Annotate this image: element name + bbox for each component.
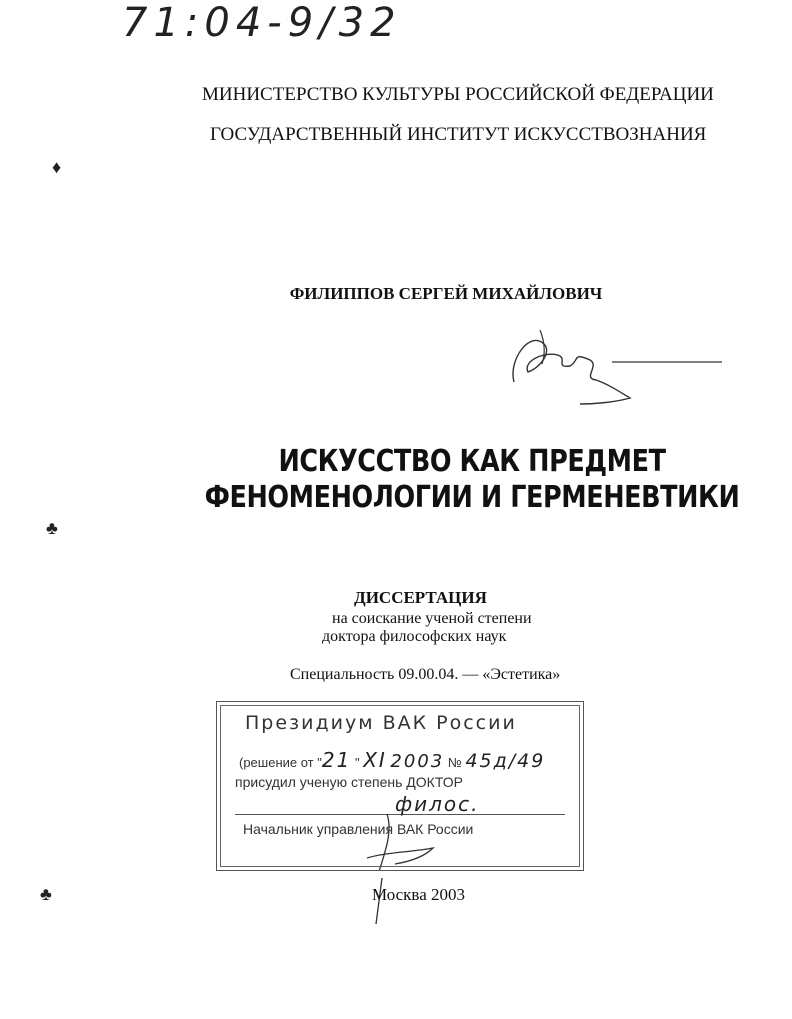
ministry-name: МИНИСТЕРСТВО КУЛЬТУРЫ РОССИЙСКОЙ ФЕДЕРАЦИИ (202, 84, 714, 105)
stamp-award-text: присудил ученую степень ДОКТОР (235, 774, 463, 790)
margin-mark-middle: ♣ (46, 518, 58, 538)
city-year: Москва 2003 (372, 885, 466, 904)
specialty: Специальность 09.00.04. — «Эстетика» (290, 666, 561, 683)
decision-prefix: (решение от " (239, 755, 322, 770)
stamp-head-of-department: Начальник управления ВАК России (243, 821, 474, 837)
decision-separator: " (354, 755, 360, 770)
dissertation-title-line-2: ФЕНОМЕНОЛОГИИ И ГЕРМЕНЕВТИКИ (204, 480, 740, 515)
decision-month: XI (363, 748, 387, 772)
document-type: ДИССЕРТАЦИЯ (354, 588, 487, 607)
decision-number-label: № (447, 755, 462, 770)
archive-code: 71:04-9/32 (122, 0, 402, 46)
margin-mark-top: ♦ (52, 157, 62, 177)
decision-number: 45д/49 (465, 750, 546, 772)
stamp-degree-handwritten: филос. (395, 792, 480, 816)
degree-purpose-line-1: на соискание ученой степени (332, 610, 532, 627)
stamp-title: Президиум ВАК России (245, 712, 517, 734)
institute-name: ГОСУДАРСТВЕННЫЙ ИНСТИТУТ ИСКУССТВОЗНАНИЯ (210, 124, 707, 145)
decision-day: 21 (321, 748, 352, 772)
dissertation-title-line-1: ИСКУССТВО КАК ПРЕДМЕТ (278, 444, 666, 479)
author-name: ФИЛИППОВ СЕРГЕЙ МИХАЙЛОВИЧ (289, 284, 603, 303)
decision-year: 2003 (390, 751, 445, 772)
degree-purpose-line-2: доктора философских наук (322, 628, 507, 645)
margin-mark-bottom: ♣ (40, 884, 52, 904)
